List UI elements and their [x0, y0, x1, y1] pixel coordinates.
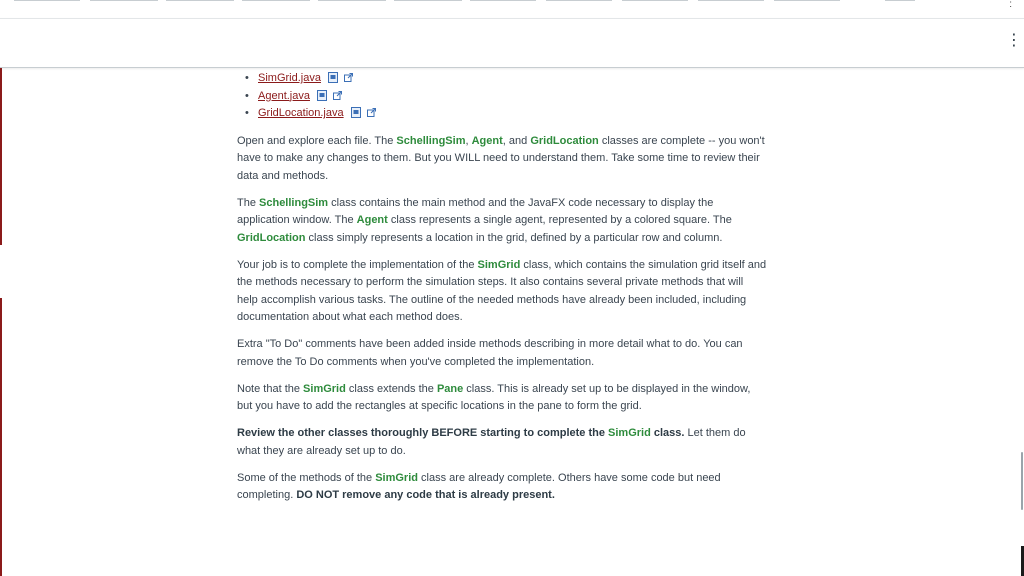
paragraph-todo-comments: Extra "To Do" comments have been added inside methods describing in more detail what to do. You can remove the To Do comments when you've completed the implementation.: [237, 338, 743, 368]
class-name: SimGrid: [303, 382, 346, 395]
tab-indicator[interactable]: [885, 0, 915, 1]
class-name: GridLocation: [237, 231, 306, 244]
class-name: Agent: [356, 214, 388, 226]
paragraph-explore-files: Open and explore each file. The SchellingSim, Agent, and GridLocation classes are complete -- you won't have to make any changes to them. But you WILL need to understand them. Take some time to review their data and methods.: [237, 134, 765, 182]
tab-indicator[interactable]: [470, 0, 536, 1]
file-link[interactable]: Agent.java: [258, 89, 310, 102]
paragraph-extends-pane: Note that the SimGrid class extends the Pane class. This is already set up to be displayed in the window, but you have to add the rectangles at specific locations in the pane to form the grid.: [237, 382, 751, 412]
top-tab-strip: [0, 0, 1024, 10]
tab-indicator[interactable]: [394, 0, 462, 1]
class-name: Pane: [436, 382, 464, 395]
tab-indicator[interactable]: [546, 0, 612, 1]
left-accent-bar: [0, 298, 2, 576]
paragraph-your-job: Your job is to complete the implementation of the SimGrid class, which contains the simulation grid itself and the methods necessary to perform the simulation steps. It also contains several private methods that will help accomplish various tasks. The outline of the needed methods have already been included, including documentation about what each method does.: [237, 258, 767, 323]
scrollbar-thumb[interactable]: [1021, 452, 1023, 510]
left-accent-bar: [0, 67, 2, 245]
list-item: • Agent.java: [237, 88, 767, 106]
class-name: SimGrid: [608, 427, 651, 439]
external-link-icon[interactable]: [333, 91, 342, 100]
file-list: [237, 70, 767, 123]
kebab-small-icon[interactable]: :: [1009, 0, 1012, 10]
class-name: Agent: [471, 134, 503, 147]
toolbar: [0, 18, 1024, 68]
paragraph-review-first: Review the other classes thoroughly BEFORE starting to complete the SimGrid class. Let them do what they are already set up to do.: [237, 427, 746, 457]
tab-indicator[interactable]: [698, 0, 764, 1]
tab-indicator[interactable]: [774, 0, 840, 1]
class-name: GridLocation: [530, 134, 599, 147]
kebab-icon[interactable]: ⋮: [1006, 32, 1022, 49]
list-item: • SimGrid.java: [237, 70, 767, 88]
file-link[interactable]: GridLocation.java: [258, 107, 344, 119]
file-preview-icon[interactable]: [328, 72, 338, 83]
tab-indicator[interactable]: [14, 0, 80, 1]
external-link-icon[interactable]: [344, 73, 353, 82]
tab-indicator[interactable]: [242, 0, 310, 1]
assignment-content: [237, 67, 767, 514]
tab-indicator[interactable]: [90, 0, 158, 1]
list-item: • GridLocation.java: [237, 105, 767, 123]
external-link-icon[interactable]: [367, 108, 376, 117]
paragraph-class-descriptions: The SchellingSim class contains the main method and the JavaFX code necessary to display the application window. The Agent class represents a single agent, represented by a colored square. The GridLocation class simply represents a location in the grid, defined by a particular row and column.: [237, 196, 732, 244]
file-preview-icon[interactable]: [351, 107, 361, 118]
file-preview-icon[interactable]: [317, 90, 327, 101]
class-name: SchellingSim: [259, 196, 329, 209]
tab-indicator[interactable]: [318, 0, 386, 1]
paragraph-some-complete: Some of the methods of the SimGrid class are already complete. Others have some code but need completing. DO NOT remove any code that is already present.: [237, 471, 721, 501]
tab-indicator[interactable]: [622, 0, 688, 1]
file-link[interactable]: SimGrid.java: [258, 72, 321, 84]
class-name: SimGrid: [477, 258, 521, 271]
class-name: SchellingSim: [396, 134, 466, 147]
class-name: SimGrid: [375, 471, 418, 484]
tab-indicator[interactable]: [166, 0, 234, 1]
